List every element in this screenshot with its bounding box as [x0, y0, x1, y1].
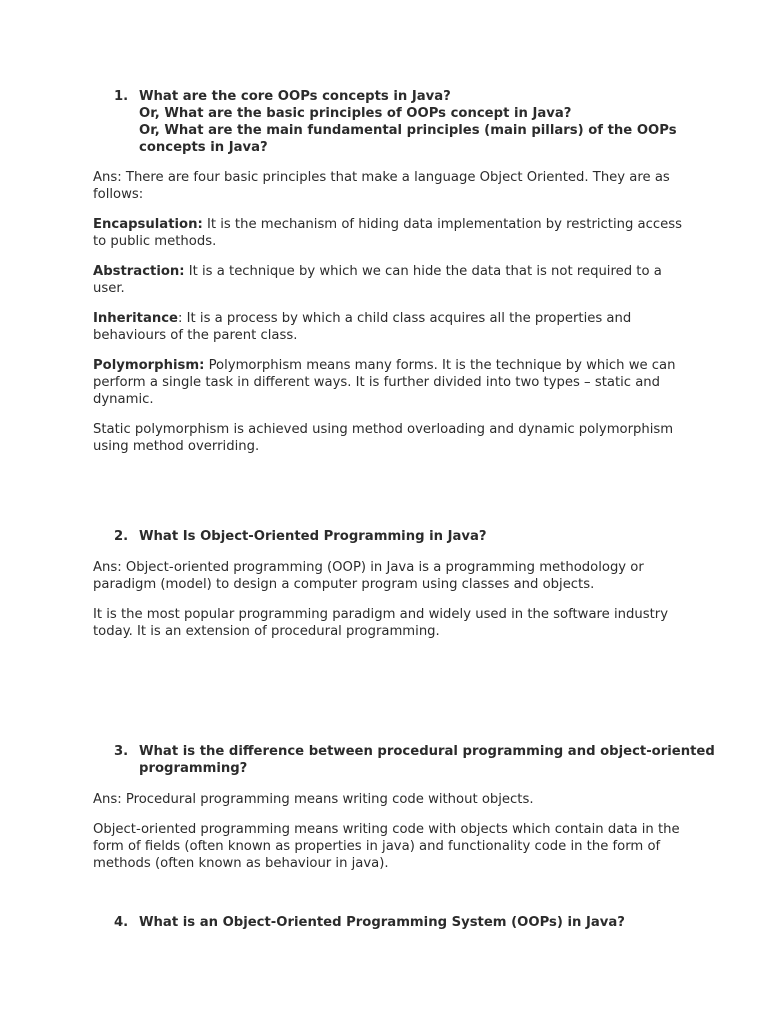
question-text: [139, 88, 684, 156]
answer2-paragraph-2: It is the most popular programming paradigm and widely used in the software industry today. It is an extension of procedural programming.: [93, 607, 669, 639]
definition: Polymorphism means many forms. It is the technique by which we can perform a single task in different ways. It is further divided into two types – static and dynamic.: [93, 358, 676, 407]
question-4: [114, 914, 684, 931]
definition: : It is a process by which a child class acquires all the properties and behaviours of the parent class.: [93, 311, 632, 343]
term: Inheritance: [93, 311, 179, 326]
static-dynamic-paragraph: Static polymorphism is achieved using method overloading and dynamic polymorphism using method overriding.: [93, 422, 674, 454]
question-number: 1.: [114, 89, 129, 104]
question-line: Or, What are the basic principles of OOPs concept in Java?: [139, 106, 572, 121]
answer3-paragraph-1: Ans: Procedural programming means writing code without objects.: [93, 792, 534, 807]
question-line: What is an Object-Oriented Programming System (OOPs) in Java?: [139, 915, 625, 930]
polymorphism-paragraph: [93, 357, 685, 408]
question-2: [114, 528, 684, 545]
encapsulation-paragraph: [93, 216, 685, 250]
definition: It is a technique by which we can hide the data that is not required to a user.: [93, 264, 662, 296]
inheritance-paragraph: [93, 310, 685, 344]
term: Polymorphism:: [93, 358, 205, 373]
question-line: What is the difference between procedural programming and object-oriented: [139, 744, 715, 759]
definition: It is the mechanism of hiding data implementation by restricting access to public methods.: [93, 217, 682, 249]
question-3: [114, 743, 715, 777]
question-line: What are the core OOPs concepts in Java?: [139, 89, 451, 104]
question-text: [139, 528, 684, 545]
question-text: [139, 914, 684, 931]
question-number: 2.: [114, 529, 129, 544]
question-number: 4.: [114, 915, 129, 930]
term: Abstraction:: [93, 264, 185, 279]
term: Encapsulation:: [93, 217, 203, 232]
question-line: concepts in Java?: [139, 140, 268, 155]
answer-intro: Ans: There are four basic principles that make a language Object Oriented. They are as follows:: [93, 170, 670, 202]
question-text: [139, 743, 715, 777]
question-1: [114, 88, 684, 156]
answer2-paragraph-1: Ans: Object-oriented programming (OOP) in Java is a programming methodology or paradigm (model) to design a computer program using classes and objects.: [93, 560, 644, 592]
question-number: 3.: [114, 744, 129, 759]
question-line: What Is Object-Oriented Programming in Java?: [139, 529, 487, 544]
question-line: programming?: [139, 761, 248, 776]
abstraction-paragraph: [93, 263, 685, 297]
question-line: Or, What are the main fundamental principles (main pillars) of the OOPs: [139, 123, 677, 138]
answer3-paragraph-2: Object-oriented programming means writing code with objects which contain data in the form of fields (often known as properties in java) and functionality code in the form of methods (often known as behaviour in java).: [93, 822, 680, 871]
